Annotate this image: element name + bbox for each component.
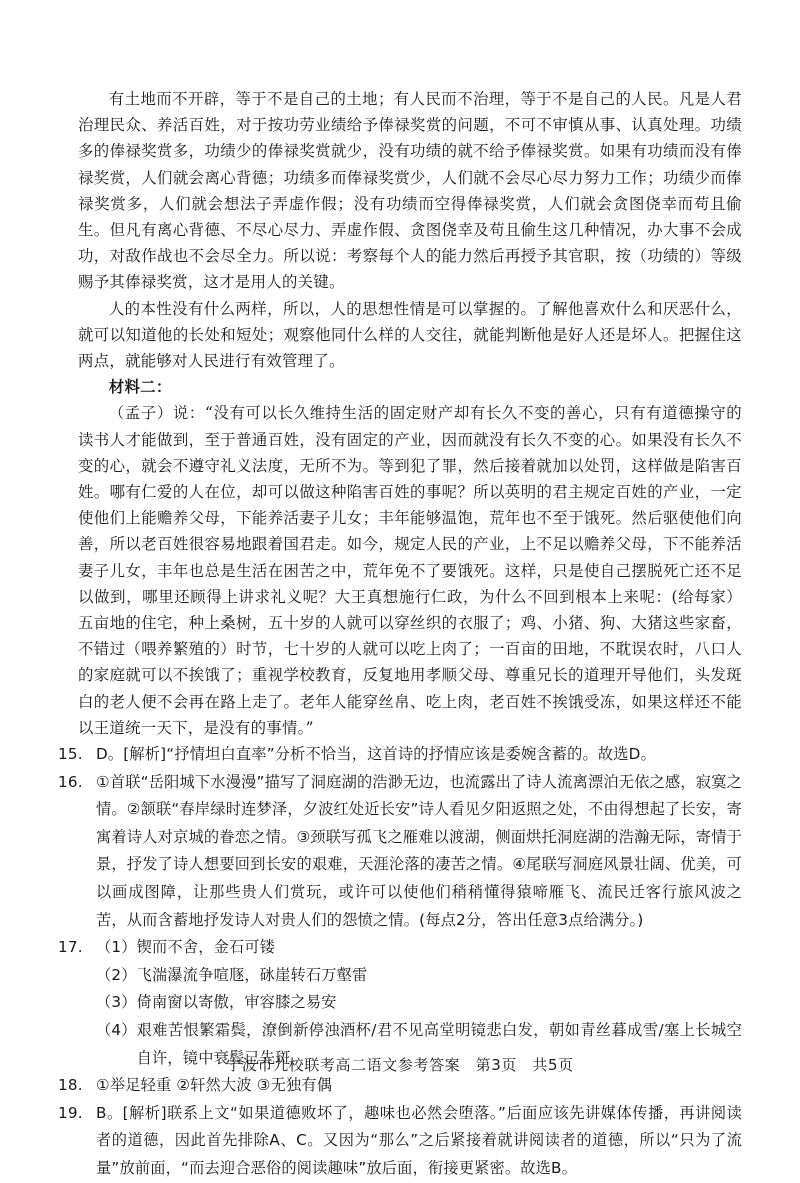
material-one <box>78 86 742 374</box>
answer-item <box>96 962 742 990</box>
item-label: （1） <box>96 938 137 957</box>
question-number: 19. <box>58 1103 83 1122</box>
answer-text: D。[解析]“抒情坦白直率”分析不恰当，这首诗的抒情应该是委婉含蓄的。故选D。 <box>96 745 656 764</box>
answer-19 <box>58 1100 742 1183</box>
material-two <box>78 374 742 741</box>
item-text: 艰难苦恨繁霜鬓，潦倒新停浊酒杯/君不见高堂明镜悲白发，朝如青丝暮成雪/塞上长城空自许，镜中衰鬓已先斑 <box>136 1021 742 1067</box>
answer-items <box>96 934 742 1072</box>
answer-17 <box>58 934 742 1072</box>
question-number: 16. <box>58 772 83 791</box>
answer-15 <box>58 741 742 769</box>
item-text: 锲而不舍，金石可镂 <box>136 938 276 957</box>
page-footer <box>0 1054 800 1075</box>
item-text: 倚南窗以寄傲，审容膝之易安 <box>136 993 337 1012</box>
answer-list <box>58 741 742 1183</box>
section-heading: 材料二： <box>108 378 172 397</box>
footer-title: 宁波市九校联考高二语文参考答案 <box>226 1056 461 1074</box>
answer-16 <box>58 769 742 935</box>
answer-text: ①举足轻重 ②轩然大波 ③无独有偶 <box>96 1076 333 1095</box>
answer-text: ①首联“岳阳城下水漫漫”描写了洞庭湖的浩渺无边，也流露出了诗人流离漂泊无依之感，寂寞之情。②颔联“春岸绿时连梦泽，夕波红处近长安”诗人看见夕阳返照之处，不由得想起了长安，寄寓着诗人对京城的眷恋之情。③颈联写孤飞之雁难以渡湖，侧面烘托洞庭湖的浩瀚无际，寄情于景，抒发了诗人想要回到长安的艰难，天涯沦落的凄苦之情。④尾联写洞庭风景壮阔、优美，可以画成图障，让那些贵人们赏玩，或许可以使他们稍稍懂得猿啼雁飞、流民迁客行旅风波之苦，从而含蓄地抒发诗人对贵人们的怨愤之情。(每点2分，答出任意3点给满分。) <box>96 772 742 929</box>
answer-item <box>96 989 742 1017</box>
question-number: 15. <box>58 745 83 764</box>
item-text: 飞湍瀑流争喧豗，砯崖转石万壑雷 <box>136 965 368 984</box>
answer-18 <box>58 1072 742 1100</box>
answer-item <box>96 934 742 962</box>
item-label: （4） <box>96 1021 137 1040</box>
question-number: 18. <box>58 1076 83 1095</box>
paragraph: 人的本性没有什么两样，所以，人的思想性情是可以掌握的。了解他喜欢什么和厌恶什么，就可以知道他的长处和短处；观察他同什么样的人交往，就能判断他是好人还是坏人。把握住这两点，就能够对人民进行有效管理了。 <box>78 299 742 371</box>
paragraph: （孟子）说：“没有可以长久维持生活的固定财产却有长久不变的善心，只有有道德操守的读书人才能做到，至于普通百姓，没有固定的产业，因而就没有长久不变的心。如果没有长久不变的心，就会不遵守礼义法度，无所不为。等到犯了罪，然后接着就加以处罚，这样做是陷害百姓。哪有仁爱的人在位，却可以做这种陷害百姓的事呢？所以英明的君主规定百姓的产业，一定使他们上能赡养父母，下能养活妻子儿女；丰年能够温饱，荒年也不至于饿死。然后驱使他们向善，所以老百姓很容易地跟着国君走。如今，规定人民的产业，上不足以赡养父母，下不能养活妻子儿女，丰年也总是生活在困苦之中，荒年免不了要饿死。这样，只是使自己摆脱死亡还不足以做到，哪里还顾得上讲求礼义呢？大王真想施行仁政，为什么不回到根本上来呢：(给每家）五亩地的住宅，种上桑树，五十岁的人就可以穿丝织的衣服了；鸡、小猪、狗、大猪这些家畜，不错过（喂养繁殖的）时节，七十岁的人就可以吃上肉了；一百亩的田地，不耽误农时，八口人的家庭就可以不挨饿了；重视学校教育，反复地用孝顺父母、尊重兄长的道理开导他们，头发斑白的老人便不会再在路上走了。老年人能穿丝帛、吃上肉，老百姓不挨饿受冻，如果这样还不能以王道统一天下，是没有的事情。” <box>78 404 742 737</box>
answer-text: B。[解析]联系上文“如果道德败坏了，趣味也必然会堕落。”后面应该先讲媒体传播，再讲阅读者的道德，因此首先排除A、C。又因为“那么”之后紧接着就讲阅读者的道德，所以“只为了流量”放前面，“而去迎合恶俗的阅读趣味”放后面，衔接更紧密。故选B。 <box>96 1103 742 1177</box>
item-label: （2） <box>96 965 137 984</box>
item-label: （3） <box>96 993 137 1012</box>
question-number: 17. <box>58 938 83 957</box>
paragraph: 有土地而不开辟，等于不是自己的土地；有人民而不治理，等于不是自己的人民。凡是人君治理民众、养活百姓，对于按功劳业绩给予俸禄奖赏的问题，不可不审慎从事、认真处理。功绩多的俸禄奖赏多，功绩少的俸禄奖赏就少，没有功绩的就不给予俸禄奖赏。如果有功绩而没有俸禄奖赏，人们就会离心背德；功绩多而俸禄奖赏少，人们就不会尽心尽力努力工作；功绩少而俸禄奖赏多，人们就会想法子弄虚作假；没有功绩而空得俸禄奖赏，人们就会贪图侥幸而苟且偷生。但凡有离心背德、不尽心尽力、弄虚作假、贪图侥幸及苟且偷生这几种情况，办大事不会成功，对敌作战也不会尽全力。所以说：考察每个人的能力然后再授予其官职，按（功绩的）等级赐予其俸禄奖赏，这才是用人的关键。 <box>78 90 742 292</box>
footer-total-pages: 共5页 <box>532 1056 574 1074</box>
footer-page-number: 第3页 <box>475 1056 517 1074</box>
